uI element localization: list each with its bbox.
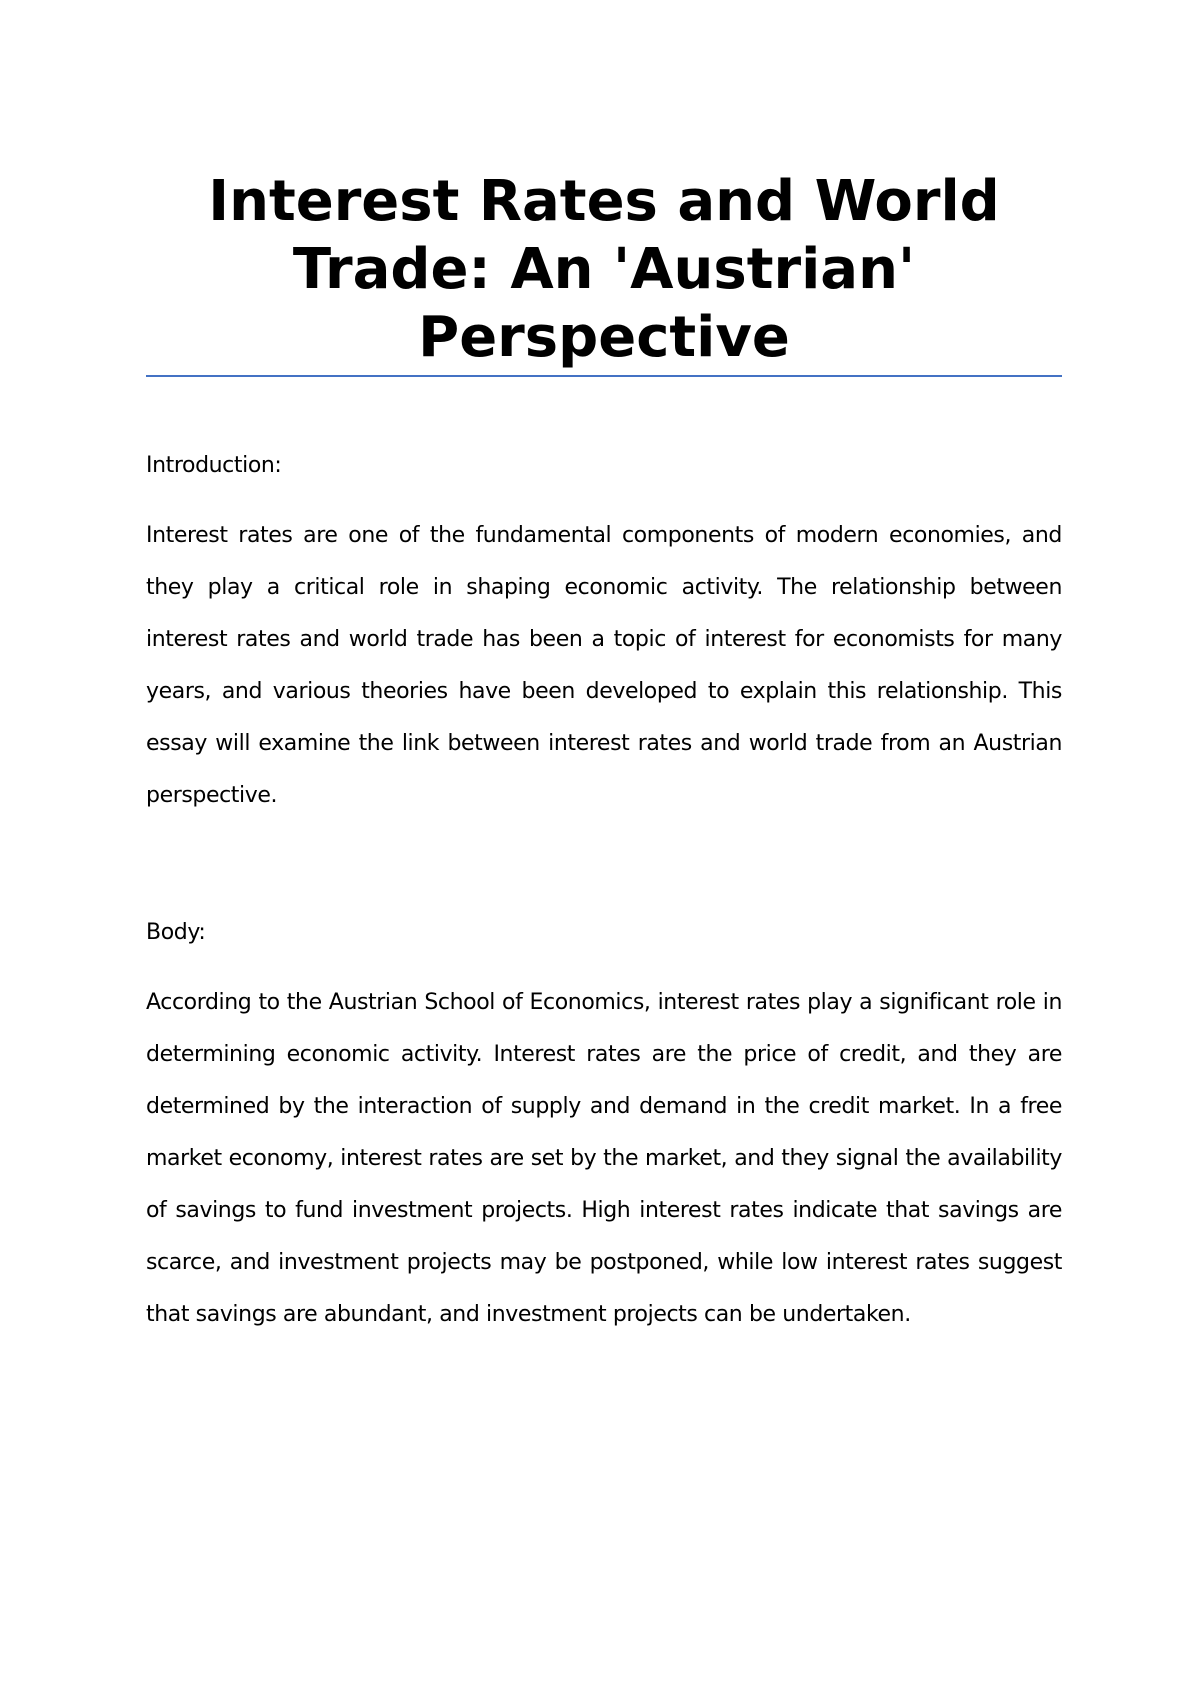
paragraph-body: According to the Austrian School of Economics, interest rates play a significant role in determining economic activity. Interest rates are the price of credit, and they are determined by the interaction of supply and demand in the credit market. In a free market economy, interest rates are set by the market, and they signal the availability of savings to fund investment projects. High interest rates indicate that savings are scarce, and investment projects may be postponed, while low interest rates suggest that savings are abundant, and investment projects can be undertaken. [146,990,1062,1327]
section-heading-introduction: Introduction: [146,453,282,478]
section-heading-body: Body: [146,920,206,945]
paragraph-introduction: Interest rates are one of the fundamental components of modern economies, and they play a critical role in shaping economic activity. The relationship between interest rates and world trade has been a topic of interest for economists for many years, and various theories have been developed to explain this relationship. This essay will examine the link between interest rates and world trade from an Austrian perspective. [146,523,1062,808]
title-underline-rule [146,375,1062,377]
document-title: Interest Rates and World Trade: An 'Austrian' Perspective [208,169,1000,370]
title-block [146,168,1062,372]
